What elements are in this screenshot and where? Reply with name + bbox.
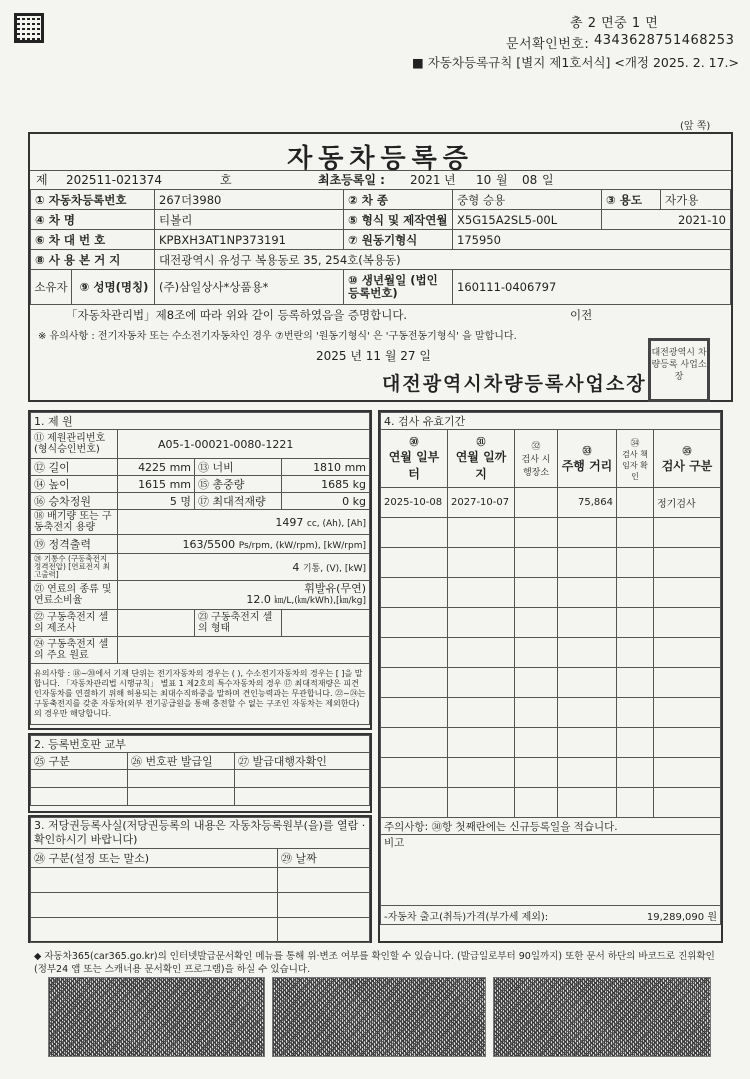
certificate-main bbox=[28, 132, 733, 402]
insp-h4-no: ㉝ bbox=[582, 446, 592, 457]
first-reg-month: 10 bbox=[476, 173, 492, 187]
insp-h4-text: 주행 거리 bbox=[561, 458, 613, 473]
gross bbox=[282, 476, 370, 493]
cert-no: 202511-021374 bbox=[66, 173, 162, 187]
seats-label: ⑯ 승차정원 bbox=[31, 493, 118, 510]
owner-label: 소유자 bbox=[31, 270, 72, 304]
insp-notice: 주의사항: ㉚항 첫째란에는 신규등록일을 적습니다. bbox=[381, 818, 721, 835]
seats-value: 5 bbox=[169, 495, 177, 508]
reg-no: 267더3980 bbox=[155, 190, 344, 210]
garage-label: ⑧ 사 용 본 거 지 bbox=[31, 250, 155, 270]
cert-statement: 「자동차관리법」제8조에 따라 위와 같이 등록하였음을 증명합니다. bbox=[66, 308, 408, 322]
fuel-type: 휘발유(무연) bbox=[304, 582, 366, 595]
month-unit: 월 bbox=[496, 173, 508, 187]
seats bbox=[118, 493, 195, 510]
fuel-label: ㉑ 연료의 종류 및 연료소비율 bbox=[31, 581, 118, 610]
year-unit: 년 bbox=[444, 173, 456, 187]
gross-label: ⑮ 총중량 bbox=[195, 476, 282, 493]
gross-value: 1685 bbox=[321, 477, 350, 491]
insp-h2 bbox=[448, 430, 515, 488]
displacement-label: ⑱ 배기량 또는 구동축전지 용량 bbox=[31, 510, 118, 535]
fuel bbox=[118, 581, 370, 610]
price-value: 19,289,090 bbox=[646, 911, 705, 923]
insp-h3-no: ㉜ bbox=[531, 442, 541, 452]
price bbox=[647, 908, 717, 923]
power bbox=[118, 535, 370, 554]
official-seal: 대전광역시 차량등록 사업소장 bbox=[648, 338, 710, 402]
birth: 160111-0406797 bbox=[453, 270, 731, 305]
engine-label: ⑦ 원동기형식 bbox=[344, 230, 453, 250]
plate-col3: ㉗ 발급대행자확인 bbox=[235, 753, 370, 770]
width-value: 1810 bbox=[313, 460, 342, 474]
battery-maker-label: ㉒ 구동축전지 셀의 제조사 bbox=[31, 610, 118, 637]
front-mark: (앞 쪽) bbox=[680, 121, 711, 132]
insp-h1-no: ㉚ bbox=[409, 438, 419, 448]
model-label: ⑤ 형식 및 제작연월 bbox=[344, 210, 453, 230]
vin-label: ⑥ 차 대 번 호 bbox=[31, 230, 155, 250]
power-label: ⑲ 정격출력 bbox=[31, 535, 118, 554]
insp-h3 bbox=[515, 430, 558, 488]
gross-unit: kg bbox=[352, 477, 366, 491]
insp-h5 bbox=[617, 430, 654, 488]
plate-title: 2. 등록번호판 교부 bbox=[31, 736, 370, 753]
fuel-unit: ㎞/L,(㎞/kWh),[㎞/kg] bbox=[274, 596, 366, 606]
first-reg-year: 2021 bbox=[410, 173, 441, 187]
footer-note: ◆ 자동차365(car365.go.kr)의 인터넷발급문서확인 메뉴를 통해 위·변조 여부를 확인할 수 있습니다. (발급일로부터 90일까지) 또한 문서 하단의 바코드로 진위확인(정부24 앱 또는 스캐너용 문서확인 프로그램)을 하실 수 있습니다. bbox=[34, 951, 715, 975]
issue-date: 2025 년 11 월 27 일 bbox=[316, 349, 431, 363]
height bbox=[118, 476, 195, 493]
height-value: 1615 bbox=[138, 477, 167, 491]
page-info: 총 2 면중 1 면 bbox=[570, 16, 659, 31]
cert-no-suffix: 호 bbox=[220, 173, 232, 187]
battery-material bbox=[118, 637, 370, 664]
use: 자가용 bbox=[661, 190, 731, 210]
plate-col1: ㉕ 구분 bbox=[31, 753, 128, 770]
first-reg-day: 08 bbox=[522, 173, 538, 187]
load-value: 0 bbox=[342, 494, 350, 508]
price-unit: 원 bbox=[707, 911, 717, 923]
mortgage-table bbox=[30, 817, 370, 943]
load-unit: kg bbox=[352, 494, 366, 508]
cyl bbox=[118, 554, 370, 581]
specs-caution: 유의사항 : ⑱~⑳에서 기재 단위는 전기자동차의 경우는 ( ), 수소전기자동차의 경우는 [ ]을 말합니다. 「자동차관리법 시행규칙」 별표 1 제2호의 특수자동차의 경우 ⑰ 최대적재량은 피견인자동차를 연결하기 위해 허용되는 최대수직하중을 말하며 견인능력과는 무관합니다. ㉒~㉔는 구동축전지를 갖춘 자동차(외부 전기공급원을 통해 충전할 수 없는 구조인 자동차는 제외한다)의 경우만 해당합니다. bbox=[31, 664, 370, 725]
load bbox=[282, 493, 370, 510]
insp-h1 bbox=[381, 430, 448, 488]
insp-h3-text: 검사 시행장소 bbox=[521, 455, 551, 478]
length bbox=[118, 459, 195, 476]
insp-h5-text: 검사 책임자 확인 bbox=[622, 449, 648, 481]
approval: A05-1-00021-0080-1221 bbox=[118, 430, 370, 459]
fuel-eff: 12.0 bbox=[246, 593, 271, 606]
garage: 대전광역시 유성구 복용동로 35, 254호(복용동) bbox=[155, 250, 731, 270]
insp-from: 2025-10-08 bbox=[381, 488, 448, 518]
mortgage-title: 3. 저당권등록사실(저당권등록의 내용은 자동차등록원부(을)를 열람 · 확인하시기 바랍니다) bbox=[31, 818, 370, 849]
power-value: 163/5500 bbox=[182, 537, 236, 551]
cert-footer bbox=[30, 305, 731, 399]
owner-cell bbox=[31, 270, 155, 305]
plate-col2: ㉖ 번호판 발급일 bbox=[128, 753, 235, 770]
height-unit: mm bbox=[169, 477, 191, 491]
battery-form-label: ㉓ 구동축전지 셀의 형태 bbox=[195, 610, 282, 637]
height-label: ⑭ 높이 bbox=[31, 476, 118, 493]
rule-citation: ■ 자동차등록규칙 [별지 제1호서식] <개정 2025. 2. 17.> bbox=[412, 55, 739, 70]
cert-table bbox=[30, 189, 731, 305]
transfer-label: 이전 bbox=[570, 308, 593, 322]
table-row bbox=[381, 488, 721, 518]
specs-title: 1. 제 원 bbox=[31, 413, 370, 430]
insp-km: 75,864 bbox=[558, 488, 617, 518]
barcode-2 bbox=[272, 977, 486, 1057]
insp-h1-text: 연월 일부터 bbox=[388, 450, 440, 481]
vin: KPBXH3AT1NP373191 bbox=[155, 230, 344, 250]
insp-h6-text: 검사 구분 bbox=[661, 458, 713, 473]
inspection-section bbox=[378, 410, 723, 943]
mortgage-section bbox=[28, 815, 372, 943]
engine: 175950 bbox=[453, 230, 731, 250]
insp-h2-no: ㉛ bbox=[476, 438, 486, 448]
length-unit: mm bbox=[169, 460, 191, 474]
owner-name-label: ⑨ 성명(명칭) bbox=[79, 280, 149, 294]
type-label: ② 차 종 bbox=[344, 190, 453, 210]
use-label: ③ 용도 bbox=[602, 190, 661, 210]
price-label: -자동차 출고(취득)가격(부가세 제외): bbox=[384, 911, 549, 923]
mortgage-col2: ㉙ 날짜 bbox=[278, 849, 370, 868]
made: 2021-10 bbox=[602, 210, 731, 230]
type: 중형 승용 bbox=[453, 190, 602, 210]
owner-name: (주)삼일상사*상품용* bbox=[155, 270, 344, 305]
length-label: ⑫ 길이 bbox=[31, 459, 118, 476]
displacement bbox=[118, 510, 370, 535]
specs-table bbox=[30, 412, 370, 725]
insp-h2-text: 연월 일까지 bbox=[455, 450, 507, 481]
battery-maker bbox=[118, 610, 195, 637]
insp-h6 bbox=[654, 430, 721, 488]
insp-to: 2027-10-07 bbox=[448, 488, 515, 518]
plate-section bbox=[28, 733, 372, 813]
seats-unit: 명 bbox=[180, 495, 191, 508]
insp-h4 bbox=[558, 430, 617, 488]
doc-number-label: 문서확인번호: bbox=[506, 37, 590, 52]
displacement-value: 1497 bbox=[275, 515, 304, 529]
day-unit: 일 bbox=[542, 173, 554, 187]
price-row bbox=[381, 906, 721, 925]
width-unit: mm bbox=[344, 460, 366, 474]
qr-code bbox=[14, 13, 44, 43]
cert-note: ※ 유의사항 : 전기자동차 또는 수소전기자동차인 경우 ⑦번란의 '원동기형식' 은 '구동전동기형식' 을 말합니다. bbox=[38, 331, 517, 342]
insp-type: 정기검사 bbox=[654, 488, 721, 518]
specs-section bbox=[28, 410, 372, 730]
length-value: 4225 bbox=[138, 460, 167, 474]
load-label: ⑰ 최대적재량 bbox=[195, 493, 282, 510]
cyl-value: 4 bbox=[292, 560, 300, 574]
cert-number-line bbox=[30, 171, 731, 189]
insp-h6-no: ㉟ bbox=[682, 446, 692, 457]
inspection-table bbox=[380, 412, 721, 925]
cyl-unit: 기통, (V), [kW] bbox=[302, 563, 366, 574]
cyl-label: ⑳ 기통수 (구동축전지정격전압) [연료전지 최고출력] bbox=[31, 554, 118, 581]
model: X5G15A2SL5-00L bbox=[453, 210, 602, 230]
width-label: ⑬ 너비 bbox=[195, 459, 282, 476]
first-reg-label: 최초등록일 : bbox=[318, 173, 385, 187]
plate-table bbox=[30, 735, 370, 806]
remarks: 비고 bbox=[381, 835, 721, 906]
battery-form bbox=[282, 610, 370, 637]
mortgage-col1: ㉘ 구분(설정 또는 말소) bbox=[31, 849, 278, 868]
insp-h5-no: ㉞ bbox=[630, 438, 640, 449]
barcode-3 bbox=[493, 977, 711, 1057]
power-unit: Ps/rpm, (kW/rpm), [kW/rpm] bbox=[238, 540, 366, 551]
battery-material-label: ㉔ 구동축전지 셀의 주요 원료 bbox=[31, 637, 118, 664]
cert-no-label: 제 bbox=[36, 173, 48, 187]
displacement-unit: cc, (Ah), [Ah] bbox=[306, 518, 366, 529]
inspection-title: 4. 검사 유효기간 bbox=[381, 413, 721, 430]
issuer: 대전광역시차량등록사업소장 bbox=[382, 373, 647, 395]
birth-label2: 생년월일 (법인등록번호) bbox=[348, 273, 438, 300]
approval-label: ⑪ 제원관리번호 (형식승인번호) bbox=[31, 430, 118, 459]
doc-number: 4343628751468253 bbox=[594, 33, 735, 48]
birth-label-cell bbox=[344, 270, 453, 305]
reg-no-label: ① 자동차등록번호 bbox=[31, 190, 155, 210]
vehicle-name: 티볼리 bbox=[155, 210, 344, 230]
width bbox=[282, 459, 370, 476]
birth-label: ⑩ bbox=[348, 273, 358, 287]
barcode-1 bbox=[48, 977, 265, 1057]
name-label: ④ 차 명 bbox=[31, 210, 155, 230]
certificate-title: 자동차등록증 bbox=[30, 138, 731, 171]
